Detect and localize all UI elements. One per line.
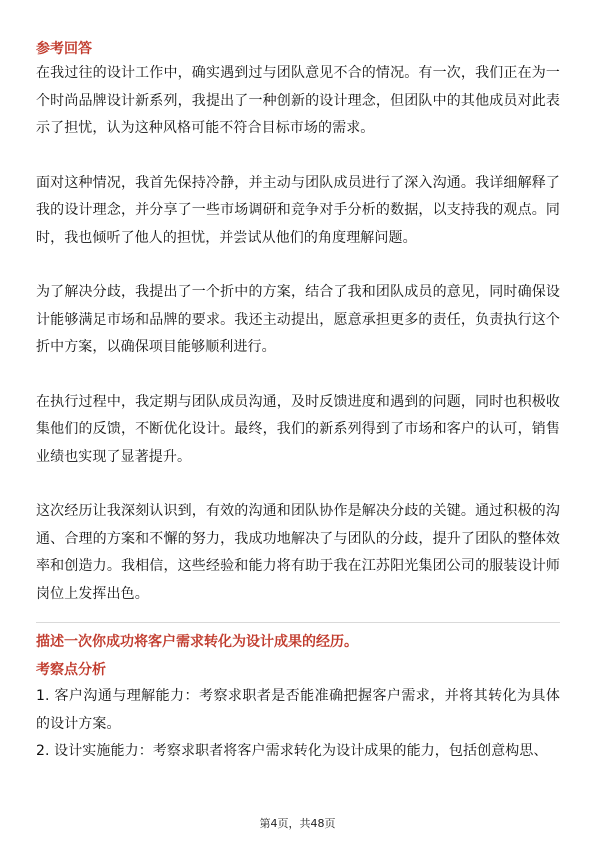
page-number-footer: 第4页，共48页 [259,817,336,830]
question-title: 描述一次你成功将客户需求转化为设计成果的经历。 [36,634,358,650]
analysis-point-2: 2. 设计实施能力：考察求职者将客户需求转化为设计成果的能力，包括创意构思、 [36,743,548,759]
answer-paragraph-5: 这次经历让我深刻认识到，有效的沟通和团队协作是解决分歧的关键。通过积极的沟通、合理的方案和不懈的努力，我成功地解决了与团队的分歧，提升了团队的整体效率和创造力。我相信，这些经验和能力将有助于我在江苏阳光集团公司的服装设计师岗位上发挥出色。 [36,503,560,602]
answer-paragraph-1: 在我过往的设计工作中，确实遇到过与团队意见不合的情况。有一次，我们正在为一个时尚品牌设计新系列，我提出了一种创新的设计理念，但团队中的其他成员对此表示了担忧，认为这种风格可能不符合目标市场的需求。 [36,65,560,136]
answer-paragraph-3: 为了解决分歧，我提出了一个折中的方案，结合了我和团队成员的意见，同时确保设计能够满足市场和品牌的要求。我还主动提出，愿意承担更多的责任，负责执行这个折中方案，以确保项目能够顺利进行。 [36,284,560,355]
section-divider [36,622,560,623]
page-content [36,38,560,766]
answer-paragraph-2: 面对这种情况，我首先保持冷静，并主动与团队成员进行了深入沟通。我详细解释了我的设计理念，并分享了一些市场调研和竞争对手分析的数据，以支持我的观点。同时，我也倾听了他人的担忧，并尝试从他们的角度理解问题。 [36,174,560,246]
analysis-heading: 考察点分析 [36,662,106,678]
reference-answer-heading: 参考回答 [36,41,92,57]
paragraph-gap [36,362,560,389]
paragraph-gap [36,143,560,170]
answer-paragraph-4: 在执行过程中，我定期与团队成员沟通，及时反馈进度和遇到的问题，同时也积极收集他们的反馈，不断优化设计。最终，我们的新系列得到了市场和客户的认可，销售业绩也实现了显著提升。 [36,393,560,465]
paragraph-gap [36,471,560,498]
paragraph-gap [36,252,560,279]
analysis-point-1: 1. 客户沟通与理解能力：考察求职者是否能准确把握客户需求，并将其转化为具体的设计方案。 [36,688,560,732]
